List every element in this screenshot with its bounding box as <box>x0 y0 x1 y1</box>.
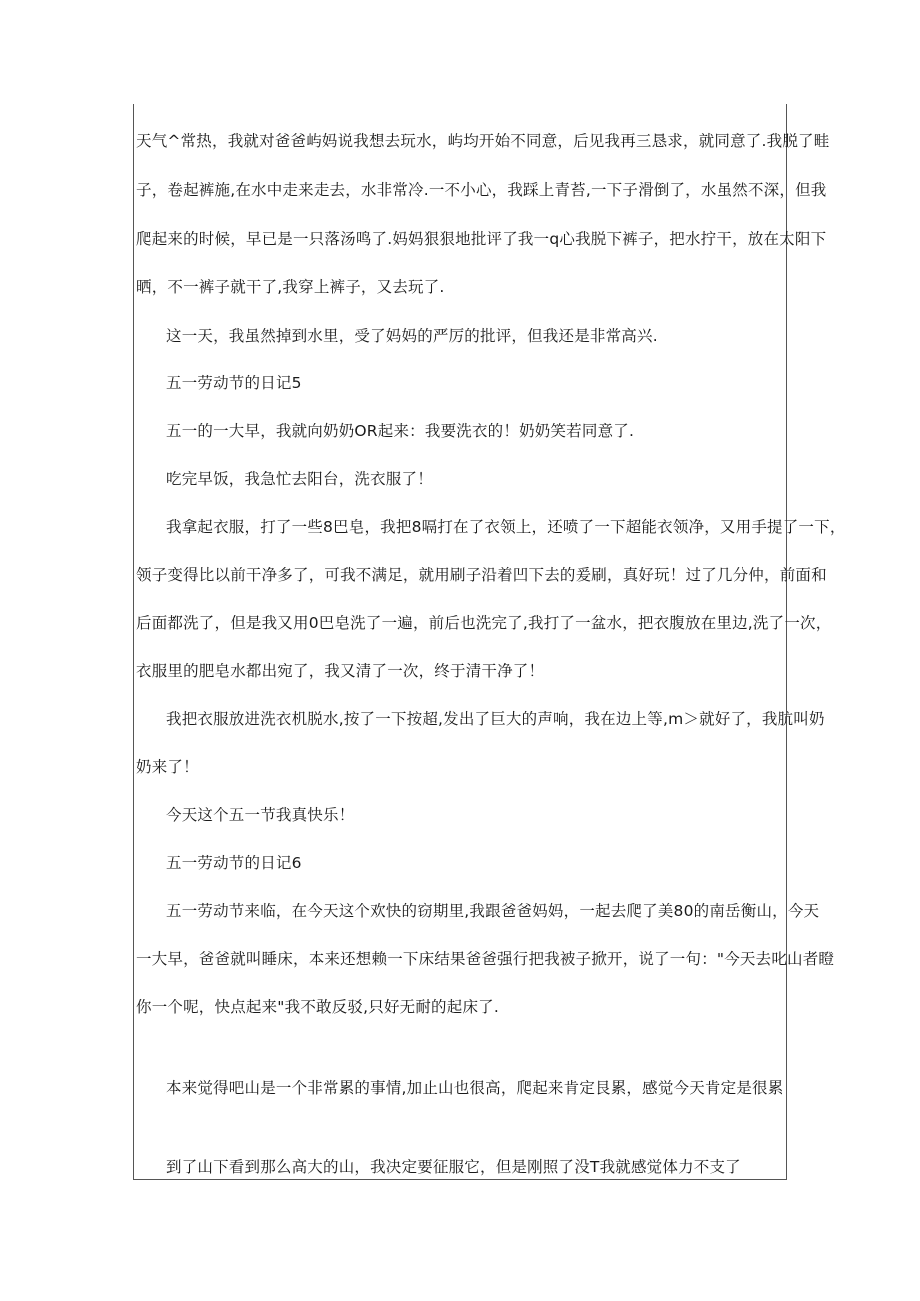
paragraph-line: 后面都洗了，但是我又用0巴皂洗了一遍，前后也洗完了,我打了一盆水，把衣腹放在里边,洗了一次， <box>136 614 832 632</box>
paragraph-line: 今天这个五一节我真快乐！ <box>166 806 355 824</box>
paragraph-line: 吃完早饭，我急忙去阳台，洗衣服了！ <box>166 470 433 488</box>
section-heading: 五一劳动节的日记5 <box>166 374 302 392</box>
section-heading: 五一劳动节的日记6 <box>166 854 302 872</box>
paragraph-line: 奶来了！ <box>136 758 199 776</box>
paragraph-line: 这一天，我虽然掉到水里，受了妈妈的严厉的批评，但我还是非常高兴. <box>166 327 658 345</box>
paragraph-line: 五一的一大早，我就向奶奶OR起来：我要洗衣的！奶奶笑若同意了. <box>166 422 635 440</box>
paragraph-line: 天气^常热，我就对爸爸屿妈说我想去玩水，屿均开始不同意，后见我再三恳求，就同意了.我脱了畦 <box>136 132 830 150</box>
paragraph-line: 爬起来的时候，早已是一只落汤鸣了.妈妈狠狠地批评了我一q心我脱下裤子，把水拧干，放在太阳下 <box>136 230 827 248</box>
paragraph-line: 一大早，爸爸就叫睡床，本来还想赖一下床结果爸爸强行把我被子掀开，说了一句："今天去叱山者瞪 <box>136 950 835 968</box>
paragraph-line: 你一个呢，快点起来"我不敢反驳,只好无耐的起床了. <box>136 998 499 1016</box>
paragraph-line: 子，卷起裤施,在水中走来走去，水非常冷.一不小心，我踩上青苔,一下子滑倒了，水虽然不深，但我 <box>136 181 827 199</box>
page-frame <box>133 104 846 1180</box>
paragraph-line: 晒，不一裤子就干了,我穿上裤子，又去玩了. <box>136 278 445 296</box>
paragraph-line: 我拿起衣服，打了一些8巴皂，我把8嗝打在了衣领上，还喷了一下超能衣领净，又用手提了一下， <box>166 518 846 536</box>
paragraph-line: 领子变得比以前干净多了，可我不满足，就用刷子沿着凹下去的爰刷，真好玩！过了几分仲，前面和 <box>136 566 827 584</box>
paragraph-line: 到了山下看到那么高大的山，我决定要征服它，但是刚照了没T我就感觉体力不支了 <box>166 1158 741 1176</box>
paragraph-line: 本来觉得吧山是一个非常累的事情,加止山也很高，爬起来肯定艮累，感觉今天肯定是很累 <box>166 1079 784 1097</box>
paragraph-line: 衣服里的肥皂水都出宛了，我又清了一次，终于清干净了！ <box>136 662 545 680</box>
paragraph-line: 五一劳动节来临，在今天这个欢快的窃期里,我跟爸爸妈妈，一起去爬了美80的南岳衡山，今天 <box>166 902 820 920</box>
paragraph-line: 我把衣服放进洗衣机脱水,按了一下按超,发出了巨大的声响，我在边上等,m＞就好了，我肮叫奶 <box>166 710 825 728</box>
